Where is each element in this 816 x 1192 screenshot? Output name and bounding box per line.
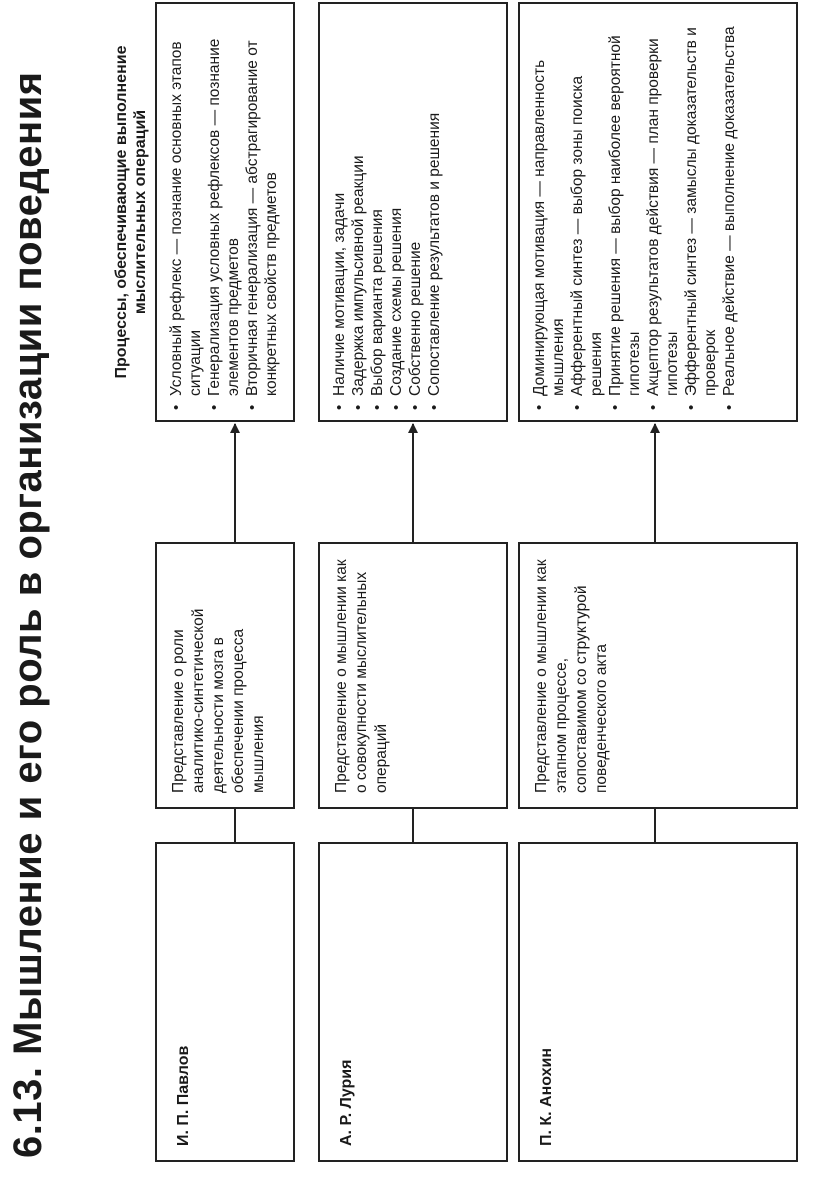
process-item: • Акцептор результатов действия — план проверки гипотезы [644,12,682,412]
process-item: • Задержка импульсивной реакции [349,12,368,412]
diagram-title: 6.13. Мышление и его роль в организации поведения [6,71,50,1158]
process-item: • Реальное действие — выполнение доказательства [720,12,739,412]
process-item: • Принятие решения — выбор наиболее вероятной гипотезы [606,12,644,412]
concept-box-luria [318,542,508,809]
process-item: • Афферентный синтез — выбор зоны поиска решения [568,12,606,412]
process-box-anokhin [518,2,798,422]
process-item: • Эфферентный синтез — замыслы доказательств и проверок [682,12,720,412]
processes-column-header: Процессы, обеспечивающие выполнение мыслительных операций [113,45,149,379]
process-item: • Наличие мотивации, задачи [330,12,349,412]
process-box-pavlov [155,2,295,422]
author-name: П. К. Анохин [538,1047,555,1146]
process-box-luria [318,2,508,422]
author-name: И. П. Павлов [175,1045,192,1146]
process-item: • Генерализация условных рефлексов — познание элементов предметов [205,12,243,412]
author-box-pavlov [155,842,295,1162]
author-name: А. Р. Лурия [338,1059,355,1146]
process-item: • Доминирующая мотивация — направленность мышления [530,12,568,412]
process-item: • Выбор варианта решения [368,12,387,412]
concept-text: Представление о роли аналитико-синтетической деятельности мозга в обеспечении процесса мышления [170,608,267,793]
process-item: • Собственно решение [406,12,425,412]
author-box-anokhin [518,842,798,1162]
process-item: • Вторичная генерализация — абстрагирование от конкретных свойств предметов [243,12,281,412]
concept-text: Представление о мышлении как этапном процессе, сопоставимом со структурой поведенческого акта [533,559,610,793]
process-item: • Создание схемы решения [387,12,406,412]
concept-text: Представление о мышлении как о совокупности мыслительных операций [333,559,390,793]
process-item: • Условный рефлекс — познание основных этапов ситуации [167,12,205,412]
concept-box-pavlov [155,542,295,809]
process-item: • Сопоставление результатов и решения [425,12,444,412]
author-box-luria [318,842,508,1162]
concept-box-anokhin [518,542,798,809]
